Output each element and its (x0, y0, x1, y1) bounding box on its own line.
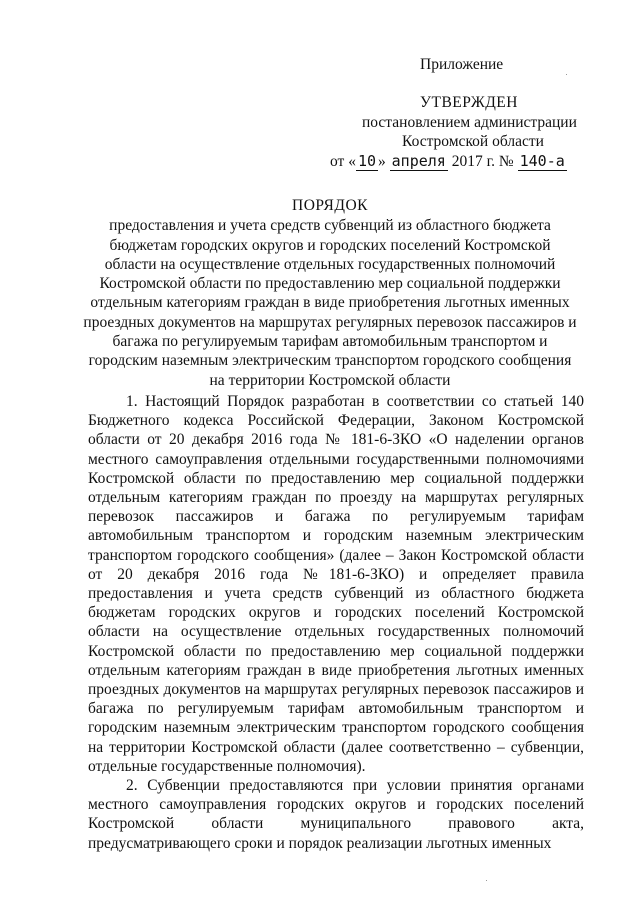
date-year: 2017 г. № (447, 153, 518, 170)
title-line: бюджетам городских округов и городских поселений Костромской (109, 236, 551, 254)
title-line: предоставления и учета средств субвенций из областного бюджета (109, 217, 551, 235)
resolution-line-2: Костромской области (402, 133, 544, 150)
scan-speck (486, 880, 487, 881)
date-prefix: от « (330, 153, 356, 170)
date-day: 10 (357, 152, 377, 170)
resolution-date-line (330, 152, 567, 171)
title-line: отдельным категориям граждан в виде приобретения льготных именных (90, 294, 570, 312)
title-line: городским наземным электрическим транспортом городского сообщения (88, 352, 572, 370)
document-title: ПОРЯДОК (292, 197, 368, 214)
document-title-block (70, 196, 590, 390)
title-line: Костромской области по предоставлению мер социальной поддержки (99, 275, 561, 293)
resolution-number: 140-а (519, 152, 565, 170)
appendix-label: Приложение (420, 56, 504, 73)
title-line: на территории Костромской области (209, 371, 451, 389)
title-line: проездных документов на маршрутах регулярных перевозок пассажиров и (83, 313, 577, 331)
approved-label: УТВЕРЖДЕН (420, 94, 518, 111)
paragraph-1: 1. Настоящий Порядок разработан в соответствии со статьей 140 Бюджетного кодекса Российской Федерации, Законом Костромской области от 20 декабря 2016 года № 181-6-ЗКО «О наделении органов местного самоуправления отдельными государственными полномочиями Костромской области по предоставлению мер социальной поддержки отдельным категориям граждан по проезду на маршрутах регулярных перевозок пассажиров и багажа по регулируемым тарифам автомобильным транспортом и городским наземным электрическим транспортом городского сообщения» (далее – Закон Костромской области от 20 декабря 2016 года №181-6-ЗКО) и определяет правила предоставления и учета средств субвенций из областного бюджета бюджетам городских округов и городских поселений Костромской области на осуществление отдельных государственных полномочий Костромской области по предоставлению мер социальной поддержки отдельным категориям граждан в виде приобретения льготных именных проездных документов на маршрутах регулярных перевозок пассажиров и багажа по регулируемым тарифам автомобильным транспортом и городским наземным электрическим транспортом городского сообщения на территории Костромской области (далее соответственно – субвенции, отдельные государственные полномочия). (88, 393, 584, 775)
scan-speck (566, 74, 567, 75)
title-line: багажа по регулируемым тарифам автомобильным транспортом и (112, 333, 548, 351)
document-body (88, 392, 584, 853)
date-month: апреля (391, 152, 446, 170)
paragraph-2: 2. Субвенции предоставляются при условии принятия органами местного самоуправления городских округов и городских поселений Костромской области муниципального правового акта, предусматривающего сроки и порядок реализации льготных именных (88, 777, 584, 852)
title-line: области на осуществление отдельных государственных полномочий (104, 255, 556, 273)
resolution-line-1: постановлением администрации (362, 114, 577, 131)
date-mid: » (378, 153, 390, 170)
